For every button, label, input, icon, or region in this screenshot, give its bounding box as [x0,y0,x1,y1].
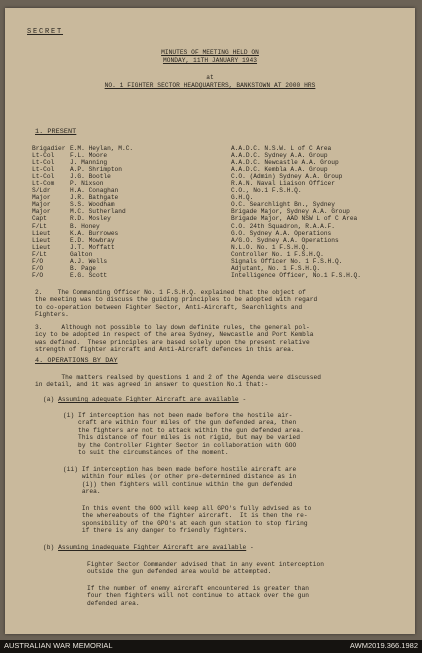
at-text: at [206,74,214,81]
text-line: strength of fighter aircraft and Anti-Aircraft defences in this area. [35,346,295,354]
text-line: by the Controller Fighter Sector in collaboration with GOO [63,441,297,449]
attendee-role: Brigade Major, Sydney A.A. Group [231,208,350,216]
attendee-role: G.O. Sydney A.A. Operations [231,229,332,237]
text-line: within four miles (or other pre-determined distance as in [63,473,297,481]
attendee-name: J.T. Moffatt [70,243,115,251]
attendee-role: A.A.D.C. N.S.W. L of C Area [231,145,332,152]
subsection-a-title: Assuming adequate Fighter Aircraft are available [58,396,239,403]
attendee-name: E.G. Scott [70,271,108,279]
attendee-role: Intelligence Officer, No.1 F.S.H.Q. [231,271,361,279]
text-line: 2. The Commanding Officer No. 1 F.S.H.Q. explained that the object of [35,289,306,296]
subsection-a-label: (a) [43,396,59,403]
attendee-name: H.A. Conaghan [70,187,119,195]
meeting-location: NO. 1 FIGHTER SECTOR HEADQUARTERS, BANKSTOWN AT 2000 HRS [104,82,316,89]
attendee-rank: Lieut [32,229,51,237]
text-line: area. [63,488,101,496]
attendee-role: O.C. Searchlight Bn., Sydney [231,201,335,209]
attendee-role: Signals Officer No. 1 F.S.H.Q. [231,257,343,265]
text-line: (i)) then fighters will continue within the gun defended [63,480,293,488]
subsection-b-dash: - [246,544,254,551]
text-line: if there is any danger to friendly fighters. [63,527,248,535]
subsection-b-title: Assuming inadequate Fighter Aircraft are available [58,544,247,551]
attendee-rank: F/O [32,264,44,272]
attendee-rank: Lt-Com [32,180,55,188]
text-line: (i) If interception has not been made before the hostile air- [63,412,293,419]
text-line: four then fighters will not continue to attack over the gun [87,592,310,600]
footer-bar [0,640,422,653]
text-line: Fighter Sector Commander advised that in any event interception [87,561,325,568]
attendee-rank: Lt-Col [32,173,55,181]
attendee-name: E.D. Mowbray [70,236,115,244]
text-line: (ii) If interception has been made before hostile aircraft are [63,466,297,473]
text-line: was defined. These principles are based solely upon the present relative [35,338,310,346]
text-line: to suit the circumstances of the moment. [63,449,229,456]
attendee-role: N.L.O. No. 1 F.S.H.Q. [231,243,309,251]
attendee-role: A.A.D.C. Kembla A.A. Group [231,166,328,174]
text-line: defended area. [87,599,140,607]
attendee-rank: S/Ldr [32,187,51,195]
section-operations-heading: 4. OPERATIONS BY DAY [35,357,118,365]
secret-marking: SECRET [27,28,64,36]
footer-accession-number: AWM2019.366.1982 [349,641,418,650]
text-line: This distance of four miles is not rigid, but may be varied [63,434,301,442]
attendee-role: C.O., No.1 F.S.H.Q. [231,187,302,195]
subsection-a-dash: - [238,396,247,403]
attendee-rank: Lieut [32,236,51,244]
attendee-rank: F/O [32,271,44,279]
attendee-name: A.P. Shrimpton [70,166,122,174]
meeting-date: MONDAY, 11TH JANUARY 1943 [162,57,258,64]
attendee-rank: Major [32,194,51,202]
attendee-role: A/G.O. Sydney A.A. Operations [231,236,339,244]
attendee-role: Controller No. 1 F.S.H.Q. [231,250,324,258]
attendee-rank: F/O [32,257,44,265]
attendee-name: K.A. Burrowes [70,229,119,237]
attendee-rank: Capt [32,215,47,223]
attendee-rank: F/Lt [32,250,47,258]
text-line: If the number of enemy aircraft encountered is greater than [87,585,310,592]
attendee-role: R.A.N. Naval Liaison Officer [231,180,335,188]
attendee-name: E.M. Heylan, M.C. [70,145,134,152]
attendee-name: P. Nixson [70,180,104,188]
text-line: sponsibility of the GPO's at each gun station to stop firing [63,519,308,527]
text-line: the whereabouts of the fighter aircraft. It is then the re- [63,512,308,520]
attendee-role: Brigade Major, AAD NSW L of C Area [231,215,358,223]
text-line: outside the gun defended area would be attempted. [87,568,272,576]
attendee-name: S.S. Woodham [70,201,115,209]
attendee-rank: Major [32,208,51,216]
attendee-name: M.C. Sutherland [70,208,126,216]
attendee-name: J.G. Bootle [70,173,111,181]
text-line: Fighters. [35,311,69,319]
text-line: icy to be adopted in respect of the area Sydney, Newcastle and Port Kembla [35,331,314,339]
attendee-rank: Lieut [32,243,51,251]
attendee-role: A.A.D.C. Newcastle A.A. Group [231,159,339,167]
attendee-role: G.H.Q. [231,194,254,202]
attendee-role: Adjutant, No. 1 F.S.H.Q. [231,264,321,272]
attendee-name: F.L. Moore [70,152,108,160]
attendee-name: B. Page [70,264,96,272]
attendee-rank: Major [32,201,51,209]
attendee-name: J.R. Bathgate [70,194,119,202]
minutes-title: MINUTES OF MEETING HELD ON [161,49,259,56]
section-present-heading: 1. PRESENT [35,128,77,136]
footer-institution: AUSTRALIAN WAR MEMORIAL [4,641,113,650]
attendee-rank: Lt-Col [32,166,55,174]
attendee-rank: Brigadier [32,145,66,152]
attendee-role: C.O. (Admin) Sydney A.A. Group [231,173,343,181]
attendee-name: A.J. Wells [70,257,108,265]
subsection-a-heading [43,396,246,403]
text-line: to co-operation between Fighter Sector, Anti-Aircraft, Searchlights and [35,303,303,311]
text-line: in detail, and it was agreed in answer to question No.1 that:- [35,381,269,389]
text-line: The matters realsed by questions 1 and 2 of the Agenda were discussed [35,374,321,381]
text-line: 3. Although not possible to lay down definite rules, the general pol- [35,324,310,331]
attendee-name: Galton [70,250,93,258]
attendee-rank: Lt-Col [32,159,55,167]
attendee-rank: F/Lt [32,222,47,230]
text-line: the fighters are not to attack within the gun defended area. [63,426,304,434]
text-line: In this event the GOO will keep all GPO's fully advised as to [63,505,312,512]
attendee-name: J. Manning [70,159,108,167]
subsection-b-heading [43,544,254,551]
attendee-role: A.A.D.C. Sydney A.A. Group [231,152,328,160]
attendee-rank: Lt-Col [32,152,55,160]
attendee-name: B. Honey [70,222,100,230]
subsection-b-label: (b) [43,544,59,551]
attendee-name: R.D. Mosley [70,215,111,223]
text-line: craft are within four miles of the gun defended area, then [63,419,297,427]
attendee-role: C.O. 24th Squadron, R.A.A.F. [231,222,335,230]
document-page [5,8,415,634]
text-line: the meeting was to discuss the guiding principles to be adopted with regard [35,296,318,304]
